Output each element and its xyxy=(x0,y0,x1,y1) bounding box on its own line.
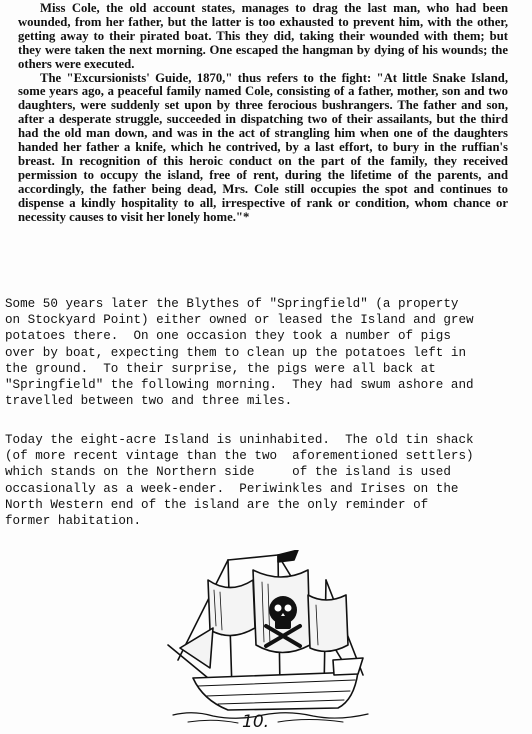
quote-paragraph-2: The "Excursionists' Guide, 1870," thus refers to the fight: "At little Snake Island, some years ago, a peaceful family named Cole, consisting of a father, mother, son and two daughters, were suddenly set upon by three ferocious bushrangers. The father and son, after a desperate struggle, succeeded in dispatching two of their assailants, but the third had the old man down, and was in the act of strangling him when one of the daughters handed her father a knife, which he contrived, by a last effort, to bury in the ruffian's breast. In recognition of this heroic conduct on the part of the family, they received permission to occupy the island, free of rent, during the lifetime of the parents, and accordingly, the father being dead, Mrs. Cole still occupies the spot and continues to dispense a kindly hospitality to all, irrespective of rank or condition, whom chance or necessity causes to visit her lonely home."* xyxy=(18,70,508,224)
typed-paragraph-2: Today the eight-acre Island is uninhabited. The old tin shack (of more recent vintage than the two aforementioned settlers) which stands on the Northern side of the island is used occasionally as a week-ender. Periwinkles and Irises on the North Western end of the island are the only reminder of former habitation. xyxy=(5,433,474,529)
quote-paragraph-1: Miss Cole, the old account states, manages to drag the last man, who had been wounded, from her father, but the latter is too exhausted to prevent him, with the other, getting away to their pirated boat. This they did, taking their wounded with them; but they were taken the next morning. One escaped the hangman by dying of his wounds; the others were executed. xyxy=(18,1,508,71)
quoted-account xyxy=(18,2,508,225)
typed-paragraph-1: Some 50 years later the Blythes of "Springfield" (a property on Stockyard Point) either owned or leased the Island and grew potatoes there. On one occasion they took a number of pigs over by boat, expecting them to clean up the potatoes left in the ground. To their surprise, the pigs were all back at "Springfield" the following morning. They had swum ashore and travelled between two and three miles. xyxy=(5,297,474,409)
page-number: 10. xyxy=(242,712,270,732)
sailing-ship-illustration xyxy=(158,550,378,725)
